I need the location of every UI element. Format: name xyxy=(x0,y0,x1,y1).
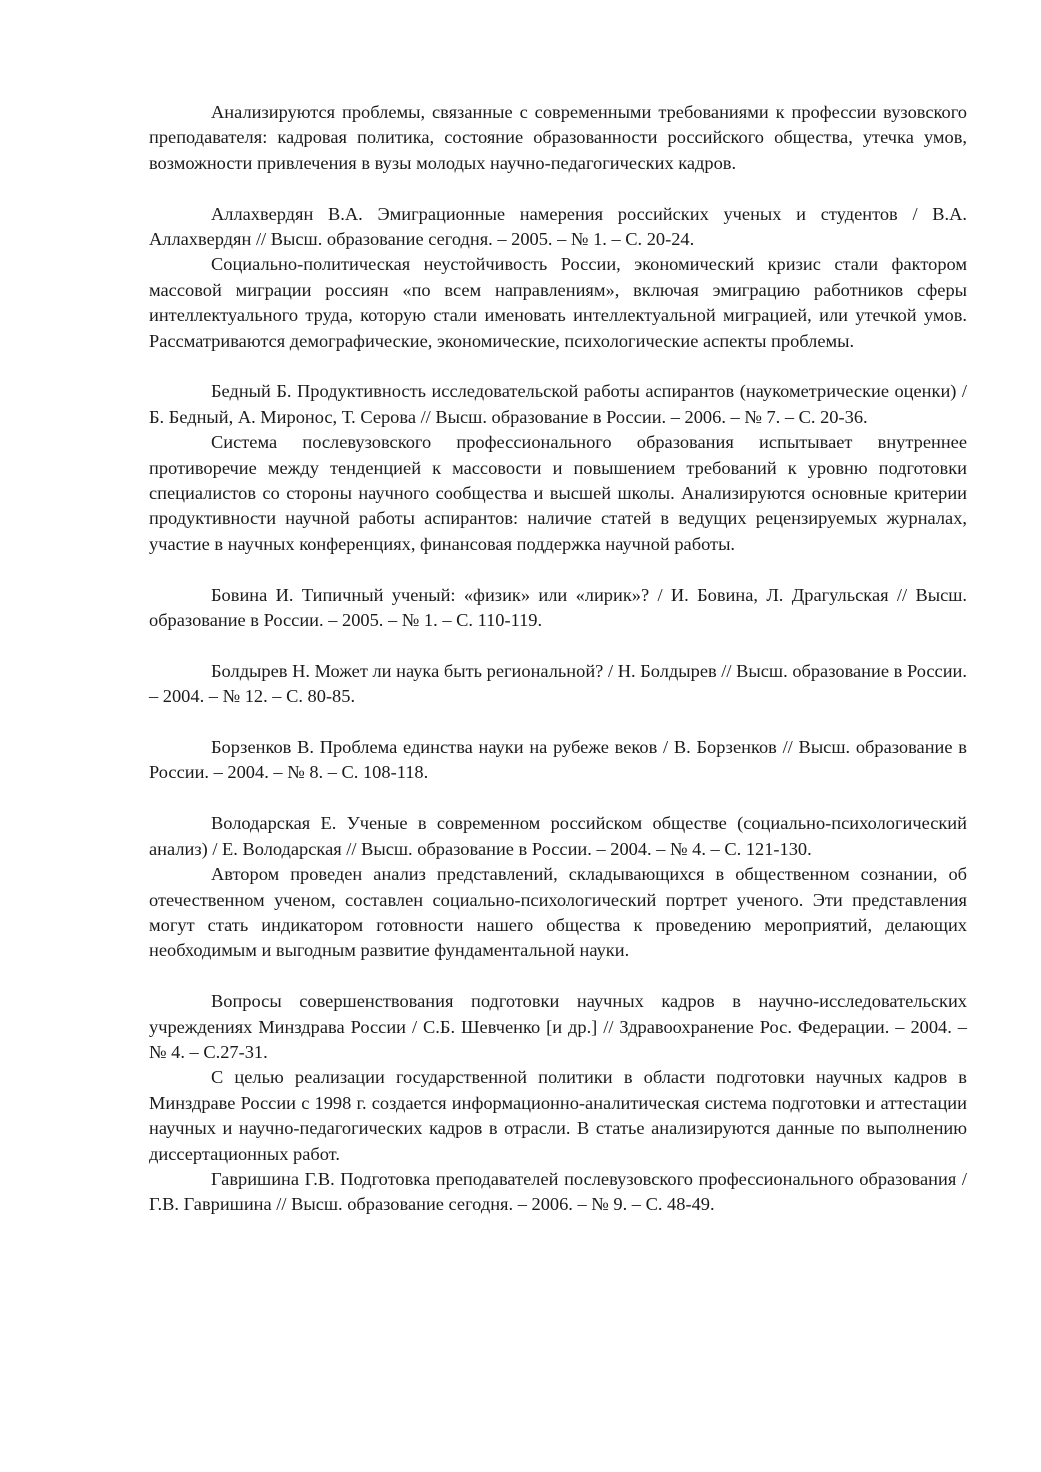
entry-citation: Борзенков В. Проблема единства науки на рубеже веков / В. Борзенков // Высш. образование в России. – 2004. – № 8. – С. 108-118. xyxy=(149,737,967,783)
entry-citation: Бовина И. Типичный ученый: «физик» или «лирик»? / И. Бовина, Л. Драгульская // Высш. образование в России. – 2005. – № 1. – С. 110-119. xyxy=(149,584,967,631)
entry-citation: Аллахвердян В.А. Эмиграционные намерения российских ученых и студентов / В.А. Аллахвердян // Высш. образование сегодня. – 2005. – № 1. – С. 20-24. xyxy=(149,203,967,250)
entry-citation: Болдырев Н. Может ли наука быть региональной? / Н. Болдырев // Высш. образование в России. – 2004. – № 12. – С. 80-85. xyxy=(149,660,967,707)
bibliography-entry-6 xyxy=(149,811,967,963)
bibliography-entry-5 xyxy=(149,735,967,786)
entry-citation: Володарская Е. Ученые в современном российском обществе (социально-психологический анализ) / Е. Володарская // Высш. образование в России. – 2004. – № 4. – С. 121-130. xyxy=(149,813,967,859)
bibliography-entry-3 xyxy=(149,583,967,634)
entry-abstract: Анализируются проблемы, связанные с современными требованиями к профессии вузовского преподавателя: кадровая политика, состояние образованности российского общества, утечка умов, возможности привлечения в вузы молодых научно-педагогических кадров. xyxy=(149,102,967,173)
bibliography-entry-2 xyxy=(149,379,967,557)
entry-citation: Гавришина Г.В. Подготовка преподавателей послевузовского профессионального образования / Г.В. Гавришина // Высш. образование сегодня. – 2006. – № 9. – С. 48-49. xyxy=(149,1168,967,1215)
entry-abstract: Система послевузовского профессионального образования испытывает внутреннее противоречие между тенденцией к массовости и повышением требований к уровню подготовки специалистов со стороны научного сообщества и высшей школы. Анализируются основные критерии продуктивности научной работы аспирантов: наличие статей в ведущих рецензируемых журналах, участие в научных конференциях, финансовая поддержка научной работы. xyxy=(149,432,967,554)
entry-citation: Вопросы совершенствования подготовки научных кадров в научно-исследовательских учреждениях Минздрава России / С.Б. Шевченко [и др.] // Здравоохранение Рос. Федерации. – 2004. – № 4. – С.27-31. xyxy=(149,991,967,1062)
document-page xyxy=(149,100,967,1218)
bibliography-entry-0 xyxy=(149,100,967,176)
entry-abstract: Автором проведен анализ представлений, складывающихся в общественном сознании, об отечественном ученом, составлен социально-психологический портрет ученого. Эти представления могут стать индикатором готовности нашего общества к проведению мероприятий, делающих необходимым и выгодным развитие фундаментальной науки. xyxy=(149,864,967,961)
entry-citation: Бедный Б. Продуктивность исследовательской работы аспирантов (наукометрические оценки) / Б. Бедный, А. Миронос, Т. Серова // Высш. образование в России. – 2006. – № 7. – С. 20-36. xyxy=(149,381,967,427)
bibliography-entry-8 xyxy=(149,1167,967,1218)
entry-abstract: Социально-политическая неустойчивость России, экономический кризис стали фактором массовой миграции россиян «по всем направлениям», включая эмиграцию работников сферы интеллектуального труда, которую стали именовать интеллектуальной миграцией, или утечкой умов. Рассматриваются демографические, экономические, психологические аспекты проблемы. xyxy=(149,254,967,351)
bibliography-entry-1 xyxy=(149,202,967,354)
bibliography-entry-7 xyxy=(149,989,967,1167)
entry-abstract: С целью реализации государственной политики в области подготовки научных кадров в Минздраве России с 1998 г. создается информационно-аналитическая система подготовки и аттестации научных и научно-педагогических кадров в отрасли. В статье анализируются данные по выполнению диссертационных работ. xyxy=(149,1067,967,1164)
bibliography-entry-4 xyxy=(149,659,967,710)
